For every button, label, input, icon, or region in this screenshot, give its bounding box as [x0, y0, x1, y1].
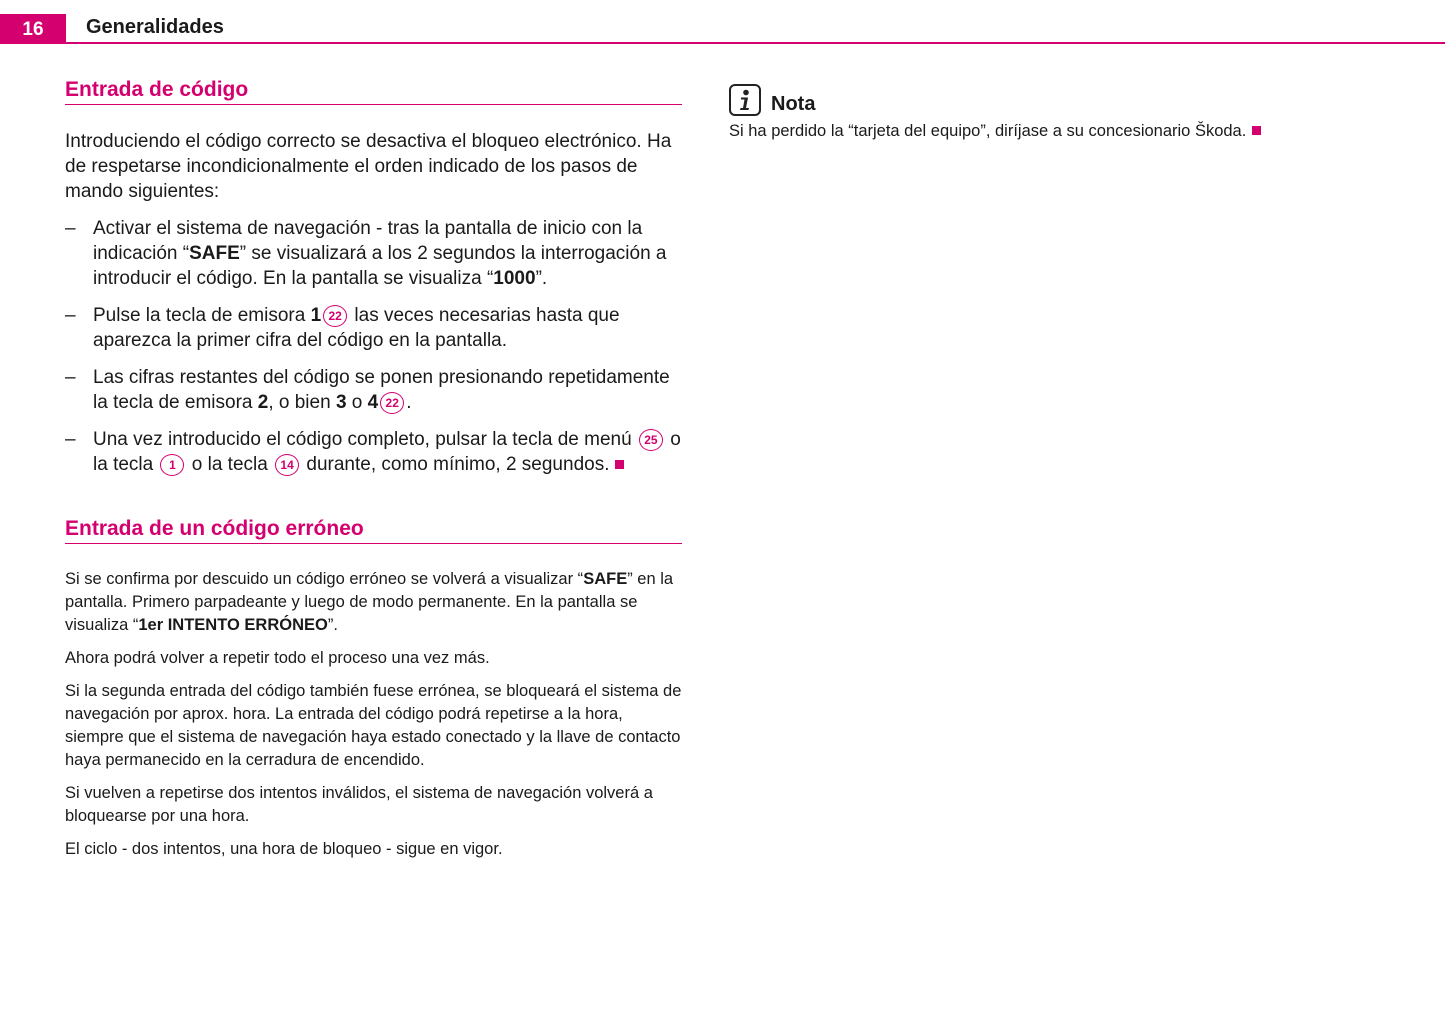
- callout-22-icon: 22: [323, 305, 347, 327]
- heading-code-entry: Entrada de código: [65, 78, 682, 105]
- display-safe-text: SAFE: [189, 243, 240, 264]
- key-number: 4: [367, 392, 379, 413]
- callout-25-icon: 25: [639, 429, 663, 451]
- display-error-text: 1er INTENTO ERRÓNEO: [138, 616, 328, 634]
- page-number: 16: [0, 14, 66, 44]
- step-item: [65, 427, 682, 477]
- display-1000-text: 1000: [493, 268, 536, 289]
- key-number: 2: [257, 392, 269, 413]
- step-text: ” se visualizará a los 2 segundos la interrogación a introducir el código. En la pantalla se visualiza “: [93, 243, 667, 289]
- header-rule: [66, 42, 1445, 44]
- step-item: [65, 303, 682, 353]
- step-text: o la tecla: [93, 429, 681, 475]
- paragraph-text: ”.: [327, 616, 338, 634]
- note-box: [729, 84, 1329, 143]
- heading-wrong-code: Entrada de un código erróneo: [65, 517, 682, 544]
- list-dash: –: [65, 429, 76, 450]
- paragraph: Si vuelven a repetirse dos intentos inválidos, el sistema de navegación volverá a bloquearse por una hora.: [65, 784, 653, 825]
- step-item: [65, 365, 682, 415]
- note-text-content: Si ha perdido la “tarjeta del equipo”, diríjase a su concesionario Škoda.: [729, 122, 1247, 140]
- paragraph: Ahora podrá volver a repetir todo el proceso una vez más.: [65, 649, 490, 667]
- note-title: Nota: [771, 93, 816, 115]
- end-square-icon: [615, 460, 624, 469]
- step-text: ”.: [535, 268, 548, 289]
- list-dash: –: [65, 367, 76, 388]
- step-text: las veces necesarias hasta que aparezca la primer cifra del código en la pantalla.: [93, 305, 620, 351]
- wrong-code-body: [65, 568, 682, 861]
- display-safe-text: SAFE: [583, 570, 628, 588]
- callout-1-icon: 1: [160, 454, 184, 476]
- step-text: Pulse la tecla de emisora: [93, 305, 311, 326]
- paragraph: [65, 568, 682, 637]
- paragraph-text: Si se confirma por descuido un código erróneo se volverá a visualizar “: [65, 570, 584, 588]
- list-dash: –: [65, 305, 76, 326]
- step-text: Una vez introducido el código completo, pulsar la tecla de menú: [93, 429, 637, 450]
- step-text: o la tecla: [186, 454, 274, 475]
- step-text: Activar el sistema de navegación - tras la pantalla de inicio con la indicación “: [93, 218, 643, 264]
- steps-list: [65, 216, 682, 477]
- note-header: [729, 84, 1329, 116]
- callout-22-icon: 22: [380, 392, 404, 414]
- step-text: .: [406, 392, 412, 413]
- callout-14-icon: 14: [275, 454, 299, 476]
- key-number: 1: [310, 305, 322, 326]
- step-text: Las cifras restantes del código se ponen presionando repetidamente la tecla de emisora: [93, 367, 670, 413]
- intro-paragraph: Introduciendo el código correcto se desactiva el bloqueo electrónico. Ha de respetarse incondicionalmente el orden indicado de los pasos de mando siguientes:: [65, 131, 672, 202]
- list-dash: –: [65, 218, 76, 239]
- paragraph-text: ” en la pantalla. Primero parpadeante y luego de modo permanente. En la pantalla se visualiza “: [65, 570, 674, 634]
- note-text: [729, 120, 1329, 143]
- info-icon: [729, 84, 761, 116]
- end-square-icon: [1252, 126, 1261, 135]
- paragraph: Si la segunda entrada del código también fuese errónea, se bloqueará el sistema de navegación por aprox. hora. La entrada del código podrá repetirse a la hora, siempre que el sistema de navegación haya estado conectado y la llave de contacto haya permanecido en la cerradura de encendido.: [65, 682, 682, 769]
- step-text: , o bien: [268, 392, 336, 413]
- paragraph: El ciclo - dos intentos, una hora de bloqueo - sigue en vigor.: [65, 840, 503, 858]
- section-title: Generalidades: [86, 16, 224, 38]
- step-text: durante, como mínimo, 2 segundos.: [301, 454, 610, 475]
- left-column: [65, 78, 682, 871]
- step-item: [65, 216, 682, 291]
- step-text: o: [346, 392, 368, 413]
- key-number: 3: [335, 392, 347, 413]
